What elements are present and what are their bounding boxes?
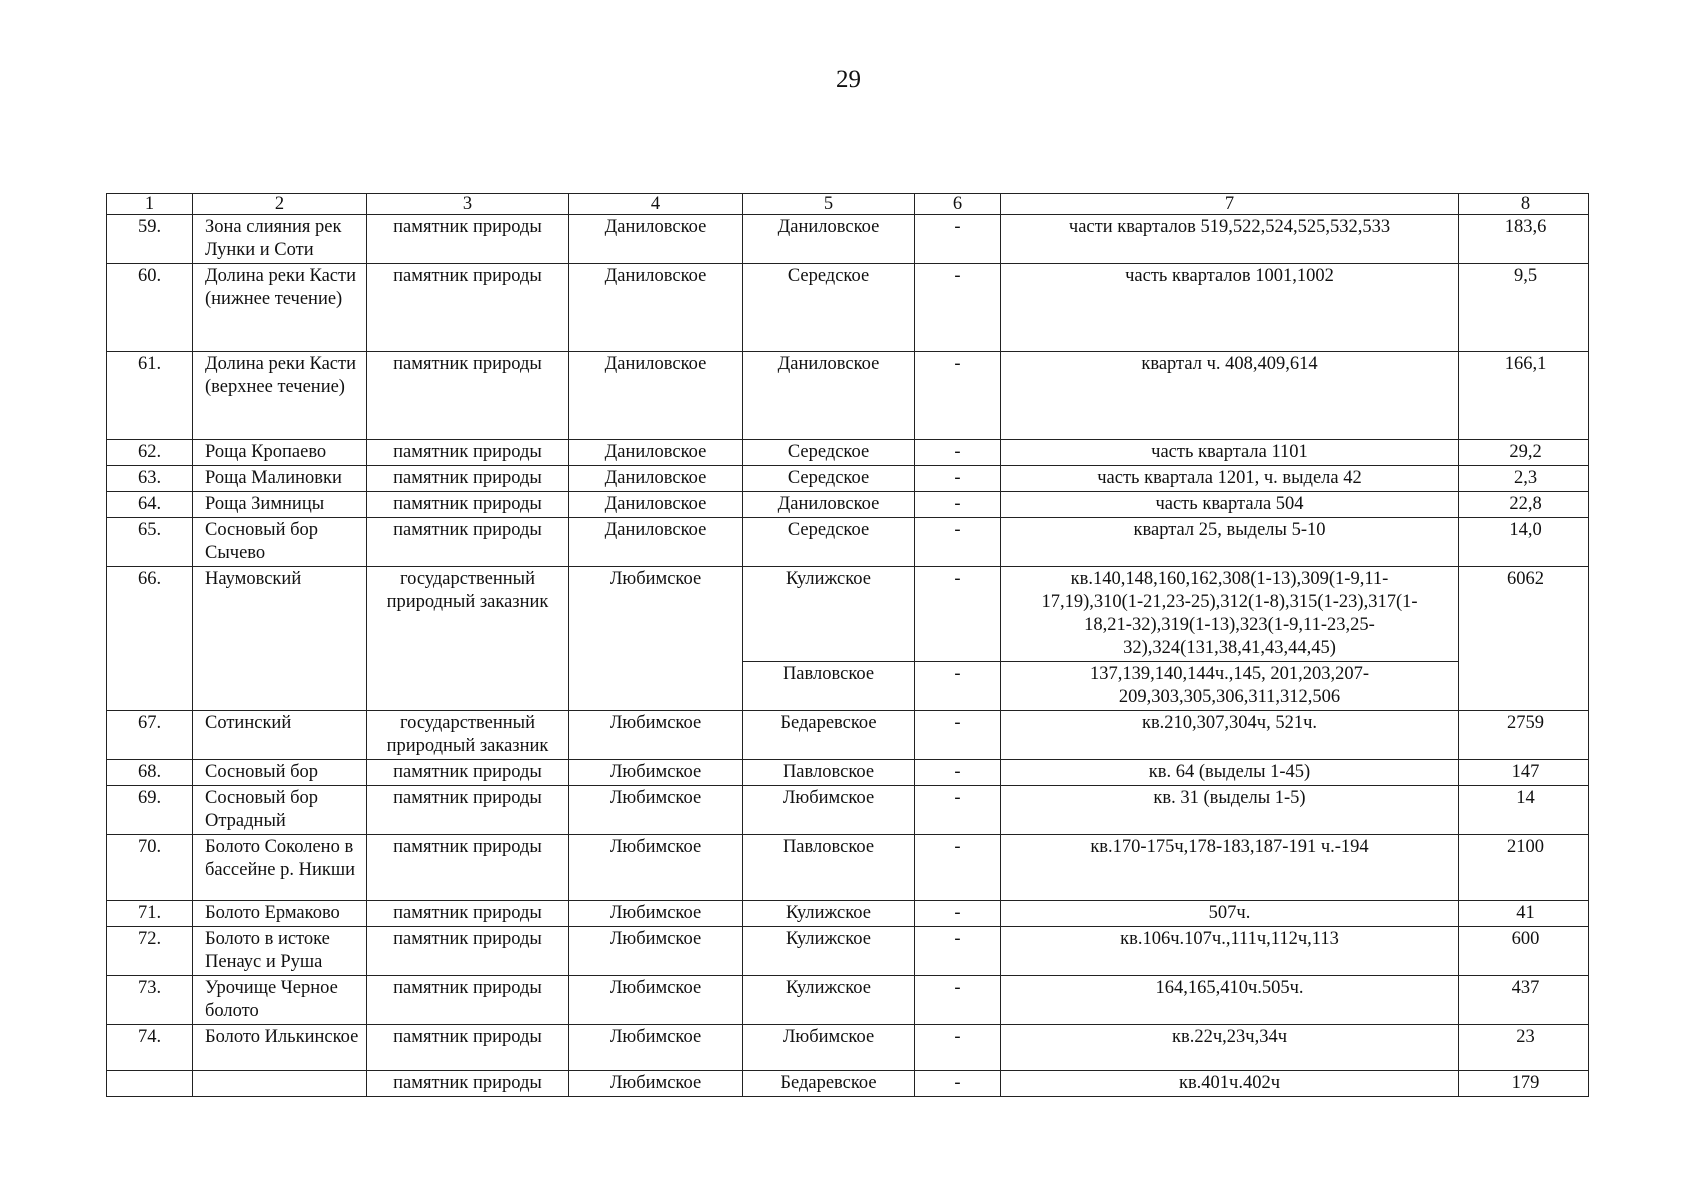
column-number-row: [107, 194, 1589, 215]
location-description: часть квартала 1201, ч. выдела 42: [1001, 466, 1459, 492]
forestry-name: Бедаревское: [743, 1071, 915, 1097]
object-type: памятник природы: [367, 976, 569, 1025]
object-name: Болото Илькинское: [193, 1025, 367, 1071]
row-number: [107, 1071, 193, 1097]
district-name: Даниловское: [569, 518, 743, 567]
row-number: 74.: [107, 1025, 193, 1071]
location-description: часть квартала 504: [1001, 492, 1459, 518]
object-name: [193, 1071, 367, 1097]
row-number: 65.: [107, 518, 193, 567]
forestry-name: Середское: [743, 518, 915, 567]
area-value: 179: [1459, 1071, 1589, 1097]
district-name: Любимское: [569, 927, 743, 976]
column-header: 3: [367, 194, 569, 215]
forestry-name: Кулижское: [743, 901, 915, 927]
column-6-value: -: [915, 760, 1001, 786]
area-value: 2100: [1459, 835, 1589, 901]
location-description: 507ч.: [1001, 901, 1459, 927]
row-number: 70.: [107, 835, 193, 901]
row-number: 60.: [107, 264, 193, 352]
table-row: [107, 518, 1589, 567]
row-number: 68.: [107, 760, 193, 786]
area-value: 147: [1459, 760, 1589, 786]
column-6-value: -: [915, 662, 1001, 711]
forestry-name: Середское: [743, 466, 915, 492]
forestry-name: Любимское: [743, 1025, 915, 1071]
area-value: 29,2: [1459, 440, 1589, 466]
district-name: Любимское: [569, 1025, 743, 1071]
page-number: 29: [836, 66, 861, 93]
column-6-value: -: [915, 976, 1001, 1025]
object-type: памятник природы: [367, 760, 569, 786]
object-type: памятник природы: [367, 901, 569, 927]
object-name: Урочище Черное болото: [193, 976, 367, 1025]
object-type: памятник природы: [367, 264, 569, 352]
object-name: Долина реки Касти (нижнее течение): [193, 264, 367, 352]
row-number: 73.: [107, 976, 193, 1025]
forestry-name: Даниловское: [743, 492, 915, 518]
forestry-name: Павловское: [743, 760, 915, 786]
forestry-name: Бедаревское: [743, 711, 915, 760]
location-description: части кварталов 519,522,524,525,532,533: [1001, 215, 1459, 264]
location-description: кв.106ч.107ч.,111ч,112ч,113: [1001, 927, 1459, 976]
object-name: Болото Ермаково: [193, 901, 367, 927]
table-row: [107, 567, 1589, 662]
object-type: государственный природный заказник: [367, 711, 569, 760]
row-number: 72.: [107, 927, 193, 976]
object-type: памятник природы: [367, 440, 569, 466]
area-value: 600: [1459, 927, 1589, 976]
district-name: Любимское: [569, 976, 743, 1025]
district-name: Даниловское: [569, 352, 743, 440]
area-value: 183,6: [1459, 215, 1589, 264]
location-description: кв. 31 (выделы 1-5): [1001, 786, 1459, 835]
location-description: часть квартала 1101: [1001, 440, 1459, 466]
column-6-value: -: [915, 264, 1001, 352]
table-row: [107, 901, 1589, 927]
column-6-value: -: [915, 466, 1001, 492]
column-6-value: -: [915, 352, 1001, 440]
area-value: 166,1: [1459, 352, 1589, 440]
district-name: Любимское: [569, 901, 743, 927]
location-description: кв.22ч,23ч,34ч: [1001, 1025, 1459, 1071]
table-row: [107, 466, 1589, 492]
object-type: государственный природный заказник: [367, 567, 569, 711]
area-value: 41: [1459, 901, 1589, 927]
table-row: [107, 927, 1589, 976]
object-name: Болото Соколено в бассейне р. Никши: [193, 835, 367, 901]
district-name: Даниловское: [569, 264, 743, 352]
object-name: Сосновый бор: [193, 760, 367, 786]
protected-areas-table: [106, 193, 1589, 1097]
table-row: [107, 1025, 1589, 1071]
object-name: Болото в истоке Пенаус и Руша: [193, 927, 367, 976]
area-value: 6062: [1459, 567, 1589, 711]
row-number: 62.: [107, 440, 193, 466]
district-name: Любимское: [569, 835, 743, 901]
column-header: 8: [1459, 194, 1589, 215]
area-value: 14: [1459, 786, 1589, 835]
column-6-value: -: [915, 901, 1001, 927]
column-6-value: -: [915, 835, 1001, 901]
forestry-name: Даниловское: [743, 215, 915, 264]
area-value: 437: [1459, 976, 1589, 1025]
table-row: [107, 835, 1589, 901]
column-6-value: -: [915, 1025, 1001, 1071]
column-6-value: -: [915, 492, 1001, 518]
table-row: [107, 711, 1589, 760]
forestry-name: Середское: [743, 440, 915, 466]
column-6-value: -: [915, 711, 1001, 760]
column-6-value: -: [915, 927, 1001, 976]
column-header: 5: [743, 194, 915, 215]
forestry-name: Кулижское: [743, 567, 915, 662]
area-value: 2759: [1459, 711, 1589, 760]
area-value: 22,8: [1459, 492, 1589, 518]
object-name: Сотинский: [193, 711, 367, 760]
column-header: 1: [107, 194, 193, 215]
object-type: памятник природы: [367, 352, 569, 440]
object-type: памятник природы: [367, 786, 569, 835]
object-type: памятник природы: [367, 835, 569, 901]
forestry-name: Даниловское: [743, 352, 915, 440]
district-name: Даниловское: [569, 440, 743, 466]
forestry-name: Кулижское: [743, 927, 915, 976]
forestry-name: Павловское: [743, 662, 915, 711]
area-value: 23: [1459, 1025, 1589, 1071]
table-row: [107, 352, 1589, 440]
column-6-value: -: [915, 1071, 1001, 1097]
location-description: кв.210,307,304ч, 521ч.: [1001, 711, 1459, 760]
object-name: Роща Кропаево: [193, 440, 367, 466]
column-6-value: -: [915, 215, 1001, 264]
table-row: [107, 215, 1589, 264]
column-header: 6: [915, 194, 1001, 215]
object-type: памятник природы: [367, 1071, 569, 1097]
district-name: Любимское: [569, 786, 743, 835]
location-description: кв.401ч.402ч: [1001, 1071, 1459, 1097]
table-row: [107, 976, 1589, 1025]
district-name: Любимское: [569, 1071, 743, 1097]
location-description: квартал 25, выделы 5-10: [1001, 518, 1459, 567]
column-6-value: -: [915, 440, 1001, 466]
forestry-name: Любимское: [743, 786, 915, 835]
object-name: Сосновый бор Сычево: [193, 518, 367, 567]
location-description: 164,165,410ч.505ч.: [1001, 976, 1459, 1025]
object-type: памятник природы: [367, 215, 569, 264]
column-header: 7: [1001, 194, 1459, 215]
location-description: кв.140,148,160,162,308(1-13),309(1-9,11-17,19),310(1-21,23-25),312(1-8),315(1-23),317(1-18,21-32),319(1-13),323(1-9,11-23,25-32),324(131,38,41,43,44,45): [1001, 567, 1459, 662]
district-name: Даниловское: [569, 492, 743, 518]
row-number: 59.: [107, 215, 193, 264]
row-number: 67.: [107, 711, 193, 760]
column-6-value: -: [915, 786, 1001, 835]
row-number: 61.: [107, 352, 193, 440]
table-row: [107, 786, 1589, 835]
row-number: 64.: [107, 492, 193, 518]
table-row: [107, 492, 1589, 518]
column-6-value: -: [915, 518, 1001, 567]
table-row: [107, 440, 1589, 466]
object-type: памятник природы: [367, 466, 569, 492]
location-description: часть кварталов 1001,1002: [1001, 264, 1459, 352]
area-value: 14,0: [1459, 518, 1589, 567]
table-row: [107, 264, 1589, 352]
object-type: памятник природы: [367, 518, 569, 567]
object-name: Сосновый бор Отрадный: [193, 786, 367, 835]
object-name: Наумовский: [193, 567, 367, 711]
object-name: Роща Зимницы: [193, 492, 367, 518]
district-name: Любимское: [569, 760, 743, 786]
district-name: Даниловское: [569, 466, 743, 492]
object-name: Роща Малиновки: [193, 466, 367, 492]
area-value: 2,3: [1459, 466, 1589, 492]
table-row: [107, 760, 1589, 786]
table-body: [107, 194, 1589, 1097]
forestry-name: Середское: [743, 264, 915, 352]
location-description: 137,139,140,144ч.,145, 201,203,207-209,303,305,306,311,312,506: [1001, 662, 1459, 711]
district-name: Даниловское: [569, 215, 743, 264]
district-name: Любимское: [569, 567, 743, 711]
object-name: Зона слияния рек Лунки и Соти: [193, 215, 367, 264]
object-type: памятник природы: [367, 927, 569, 976]
row-number: 63.: [107, 466, 193, 492]
forestry-name: Павловское: [743, 835, 915, 901]
column-header: 4: [569, 194, 743, 215]
area-value: 9,5: [1459, 264, 1589, 352]
row-number: 71.: [107, 901, 193, 927]
district-name: Любимское: [569, 711, 743, 760]
object-type: памятник природы: [367, 1025, 569, 1071]
row-number: 69.: [107, 786, 193, 835]
column-6-value: -: [915, 567, 1001, 662]
column-header: 2: [193, 194, 367, 215]
forestry-name: Кулижское: [743, 976, 915, 1025]
location-description: квартал ч. 408,409,614: [1001, 352, 1459, 440]
object-type: памятник природы: [367, 492, 569, 518]
location-description: кв. 64 (выделы 1-45): [1001, 760, 1459, 786]
object-name: Долина реки Касти (верхнее течение): [193, 352, 367, 440]
location-description: кв.170-175ч,178-183,187-191 ч.-194: [1001, 835, 1459, 901]
table-row: [107, 1071, 1589, 1097]
row-number: 66.: [107, 567, 193, 711]
